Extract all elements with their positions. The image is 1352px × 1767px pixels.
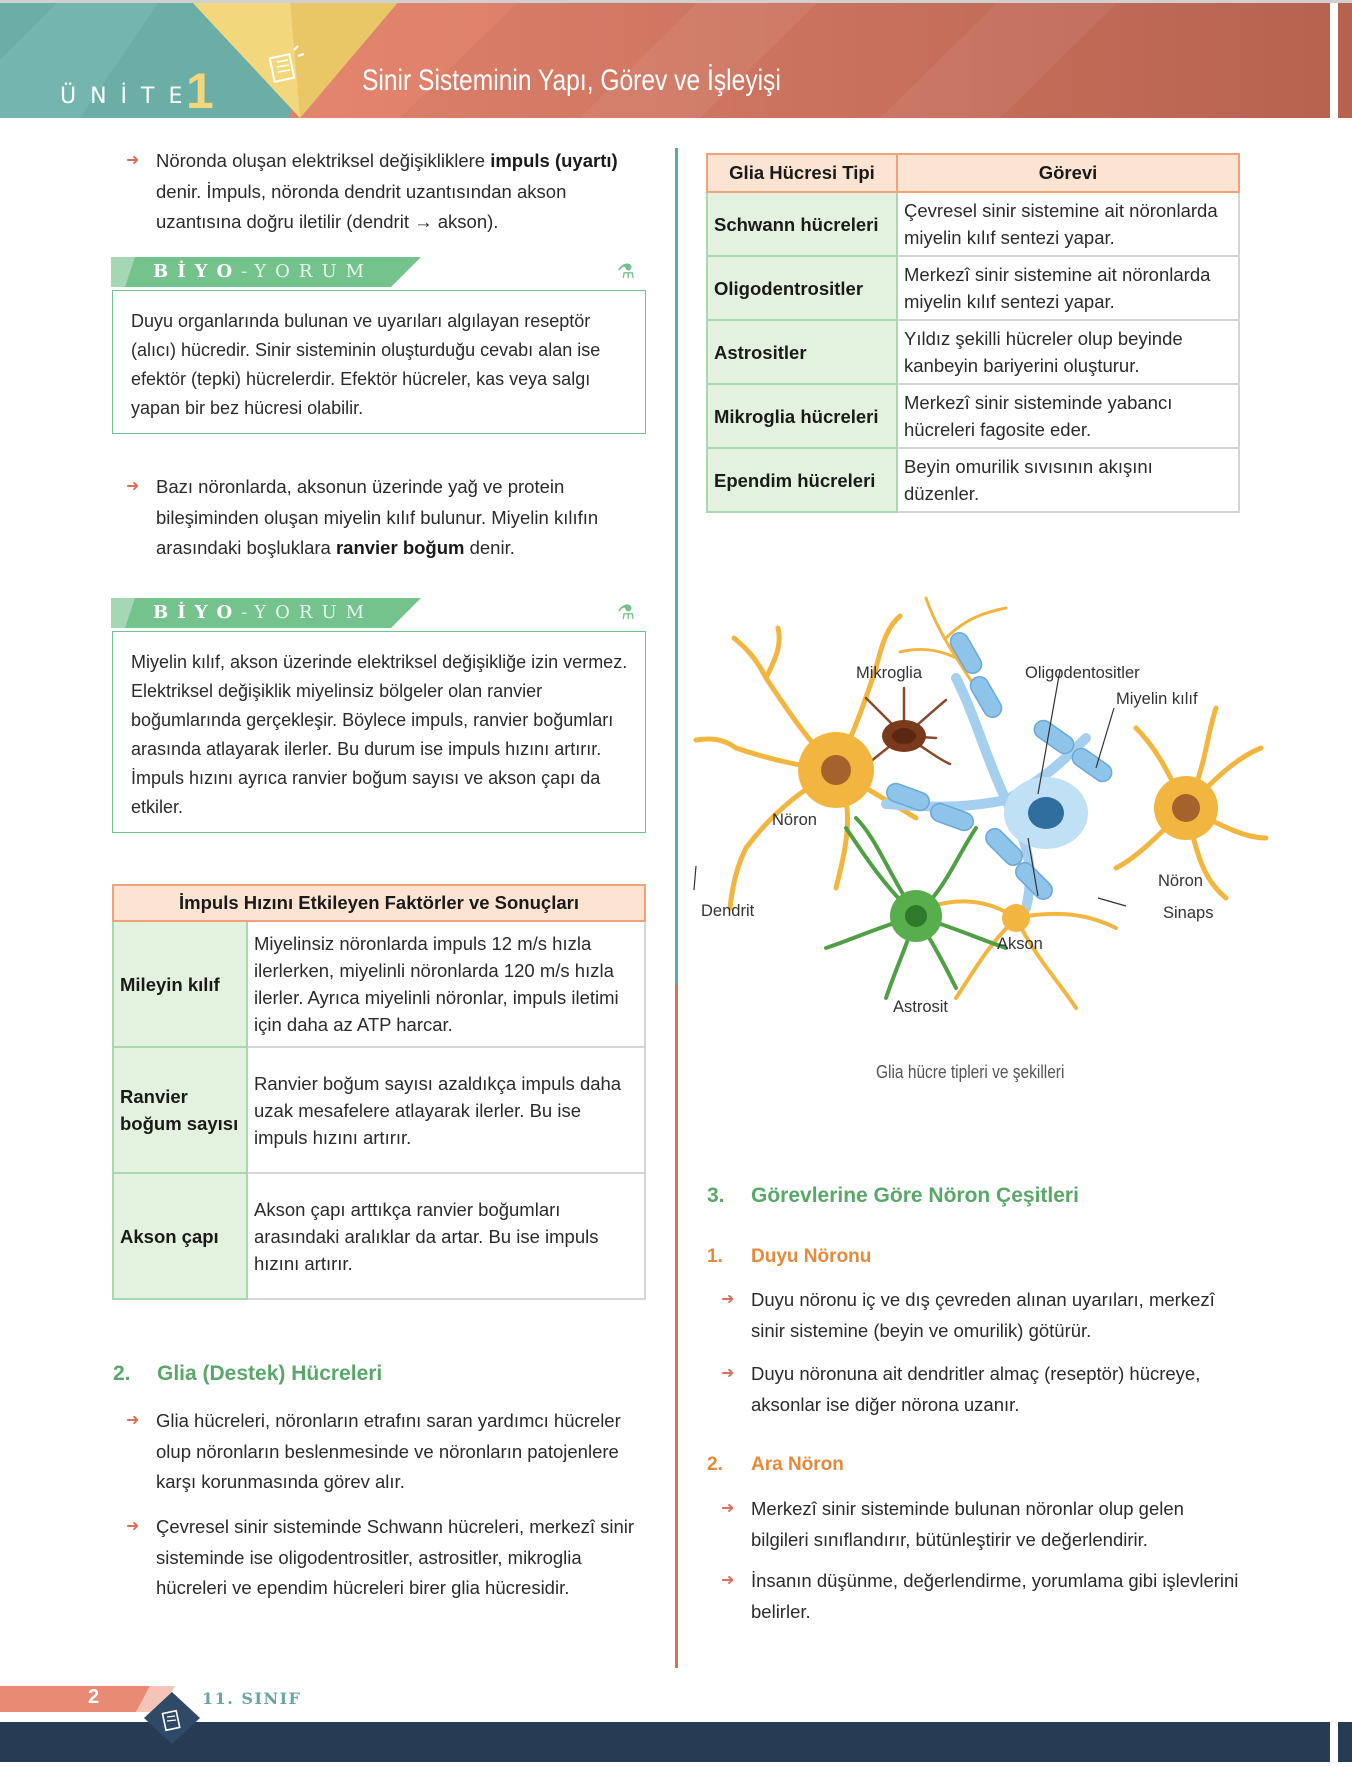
arrow-icon: ➜	[721, 1500, 735, 1517]
bullet-miyelin	[126, 472, 646, 564]
glia-cells-illustration	[686, 588, 1270, 1028]
arrow-icon: ➜	[126, 1412, 140, 1429]
figure-label-noron-right: Nöron	[1158, 872, 1203, 890]
bullet-text: Duyu nöronuna ait dendritler almaç (reseptör) hücreye, aksonlar ise diğer nörona uzanır.	[751, 1363, 1201, 1415]
document-icon	[266, 44, 310, 88]
table-value-cell: Merkezî sinir sisteminde yabancı hücreleri fagosite eder.	[897, 384, 1239, 448]
subsection-number: 1.	[707, 1246, 723, 1267]
impuls-factors-table	[112, 884, 646, 1300]
table-key-cell: Mileyin kılıf	[113, 921, 247, 1047]
section-title: Görevlerine Göre Nöron Çeşitleri	[751, 1184, 1079, 1207]
bullet-text: İnsanın düşünme, değerlendirme, yorumlama gibi işlevlerini belirler.	[751, 1570, 1239, 1622]
grade-label: 11. SINIF	[202, 1689, 302, 1708]
arrow-icon: ➜	[721, 1572, 735, 1589]
neuron-nucleus-right	[1172, 794, 1200, 822]
table-key-cell: Oligodentrositler	[707, 256, 897, 320]
biyo-title	[153, 598, 373, 628]
table-key-cell: Astrositler	[707, 320, 897, 384]
table-row	[707, 192, 1239, 256]
bullet-duyu-1	[721, 1285, 1245, 1346]
table-key-cell: Schwann hücreleri	[707, 192, 897, 256]
section-number: 2.	[113, 1362, 131, 1385]
table-value-cell: Merkezî sinir sistemine ait nöronlarda miyelin kılıf sentezi yapar.	[897, 256, 1239, 320]
table-key-cell: Ependim hücreleri	[707, 448, 897, 512]
table-value-cell: Ranvier boğum sayısı azaldıkça impuls daha uzak mesafelere atlayarak ilerler. Bu ise impuls hızını artırır.	[247, 1047, 645, 1173]
arrow-icon: ➜	[126, 152, 140, 169]
table-row	[113, 921, 645, 1047]
table-value-cell: Beyin omurilik sıvısının akışını düzenler.	[897, 448, 1239, 512]
table-row	[113, 1173, 645, 1299]
bullet-text: Nöronda oluşan elektriksel değişikliklere	[156, 150, 491, 171]
microscope-icon: ⚗	[617, 602, 635, 624]
figure-caption: Glia hücre tipleri ve şekilleri	[876, 1062, 1065, 1082]
table-header: İmpuls Hızını Etkileyen Faktörler ve Sonuçları	[113, 885, 645, 921]
subsection-number: 2.	[707, 1454, 723, 1475]
figure-label-oligodentrositler: Oligodentositler	[1025, 664, 1140, 682]
arrow-icon: ➜	[126, 1518, 140, 1535]
bullet-duyu-2	[721, 1359, 1245, 1420]
page-header	[0, 0, 1352, 118]
arrow-icon: ➜	[721, 1365, 735, 1382]
figure-label-dendrit: Dendrit	[701, 902, 755, 920]
glia-cell-table	[706, 153, 1240, 513]
biyo-title-b: -YORUM	[241, 261, 374, 282]
figure-label-sinaps: Sinaps	[1163, 904, 1214, 922]
astrocyte-nucleus	[905, 905, 927, 927]
table-header-function: Görevi	[897, 154, 1239, 192]
arrow-icon: ➜	[126, 478, 140, 495]
page-number: 2	[88, 1686, 100, 1708]
table-key-cell: Mikroglia hücreleri	[707, 384, 897, 448]
bullet-text: denir. İmpuls, nöronda dendrit uzantısından akson uzantısına doğru iletilir (dendrit → akson).	[156, 180, 567, 232]
table-value-cell: Yıldız şekilli hücreler olup beyinde kanbeyin bariyerini oluşturur.	[897, 320, 1239, 384]
microscope-icon: ⚗	[617, 261, 635, 283]
figure-label-noron-left: Nöron	[772, 811, 817, 829]
column-divider	[675, 148, 678, 1668]
table-value-cell: Miyelinsiz nöronlarda impuls 12 m/s hızla ilerlerken, miyelinli nöronlarda 120 m/s hızla ilerler. Ayrıca miyelinli nöronlar, impuls iletimi için daha az ATP harcar.	[247, 921, 645, 1047]
biyo-text: Miyelin kılıf, akson üzerinde elektriksel değişikliğe izin vermez. Elektriksel değişiklik miyelinsiz bölgeler olan ranvier boğumlarında gerçekleşir. Böylece impuls, ranvier boğumları arasında atlayarak ilerler. Bu durum ise impuls hızını artırır. İmpuls hızını ayrıca ranvier boğum sayısı ve akson çapı da etkiler.	[131, 652, 628, 817]
biyo-text: Duyu organlarında bulunan ve uyarıları algılayan reseptör (alıcı) hücredir. Sinir sisteminin oluşturduğu cevabı alan ise efektör (tepki) hücrelerdir. Efektör hücreler, kas veya salgı yapan bir bez hücresi olabilir.	[131, 311, 601, 418]
table-key-cell: Ranvier boğum sayısı	[113, 1047, 247, 1173]
figure-label-akson: Akson	[997, 935, 1043, 953]
table-row	[707, 448, 1239, 512]
neuron-body-bottom	[1002, 904, 1030, 932]
bullet-text: Bazı nöronlarda, aksonun üzerinde yağ ve protein bileşiminden oluşan miyelin kılıf bulunur. Miyelin kılıfın arasındaki boşluklara	[156, 476, 599, 558]
subheading-ara-noron	[707, 1454, 844, 1476]
bullet-bold-term: ranvier boğum	[335, 537, 465, 558]
figure-label-miyelin: Miyelin kılıf	[1116, 690, 1198, 708]
bullet-impuls	[126, 146, 646, 238]
bullet-glia-2	[126, 1512, 646, 1604]
arrow-icon: ➜	[721, 1291, 735, 1308]
bullet-ara-2	[721, 1566, 1245, 1627]
bullet-bold-term: impuls (uyartı)	[490, 150, 618, 171]
glia-illustration-drawing	[686, 588, 1270, 1028]
table-value-cell: Akson çapı arttıkça ranvier boğumları arasındaki aralıklar da artar. Bu ise impuls hızını artırır.	[247, 1173, 645, 1299]
biyo-title-a: BİYO	[153, 261, 242, 282]
document-icon	[158, 1706, 186, 1734]
bullet-text: Duyu nöronu iç ve dış çevreden alınan uyarıları, merkezî sinir sistemine (beyin ve omurilik) götürür.	[751, 1289, 1215, 1341]
unit-number: 1	[186, 63, 214, 119]
table-key-cell: Akson çapı	[113, 1173, 247, 1299]
neuron-nucleus-left	[821, 755, 851, 785]
bullet-text: denir.	[464, 537, 515, 558]
section-title: Glia (Destek) Hücreleri	[157, 1362, 383, 1385]
table-value-cell: Çevresel sinir sistemine ait nöronlarda miyelin kılıf sentezi yapar.	[897, 192, 1239, 256]
section-number: 3.	[707, 1184, 725, 1207]
figure-label-astrosit: Astrosit	[893, 998, 949, 1016]
table-row	[707, 256, 1239, 320]
subsection-title: Ara Nöron	[751, 1454, 844, 1475]
subsection-title: Duyu Nöronu	[751, 1246, 872, 1267]
biyo-title-a: BİYO	[153, 602, 242, 623]
table-row	[707, 320, 1239, 384]
biyo-yorum-box-2	[112, 602, 646, 833]
subheading-duyu-noronu	[707, 1246, 872, 1268]
biyo-yorum-box-1	[112, 261, 646, 434]
oligodendrocyte-nucleus	[1028, 797, 1064, 829]
bullet-ara-1	[721, 1494, 1245, 1555]
section-heading-glia	[113, 1362, 383, 1386]
biyo-title	[153, 257, 373, 287]
table-header-type: Glia Hücresi Tipi	[707, 154, 897, 192]
table-row	[113, 1047, 645, 1173]
section-heading-noron-types	[707, 1184, 1079, 1208]
figure-label-mikroglia: Mikroglia	[856, 664, 923, 682]
unit-label: ÜNİTE	[60, 84, 197, 109]
bullet-glia-1	[126, 1406, 646, 1498]
bullet-text: Çevresel sinir sisteminde Schwann hücreleri, merkezî sinir sisteminde ise oligodentrositler, astrositler, mikroglia hücreleri ve ependim hücreleri birer glia hücresidir.	[156, 1516, 635, 1598]
bullet-text: Glia hücreleri, nöronların etrafını saran yardımcı hücreler olup nöronların beslenmesinde ve nöronların patojenlere karşı korunmasında görev alır.	[156, 1410, 621, 1492]
biyo-title-b: -YORUM	[241, 602, 374, 623]
bullet-text: Merkezî sinir sisteminde bulunan nöronlar olup gelen bilgileri sınıflandırır, bütünleştirir ve değerlendirir.	[751, 1498, 1184, 1550]
chapter-title: Sinir Sisteminin Yapı, Görev ve İşleyişi	[362, 64, 781, 97]
microglia-nucleus	[892, 728, 916, 744]
table-row	[707, 384, 1239, 448]
